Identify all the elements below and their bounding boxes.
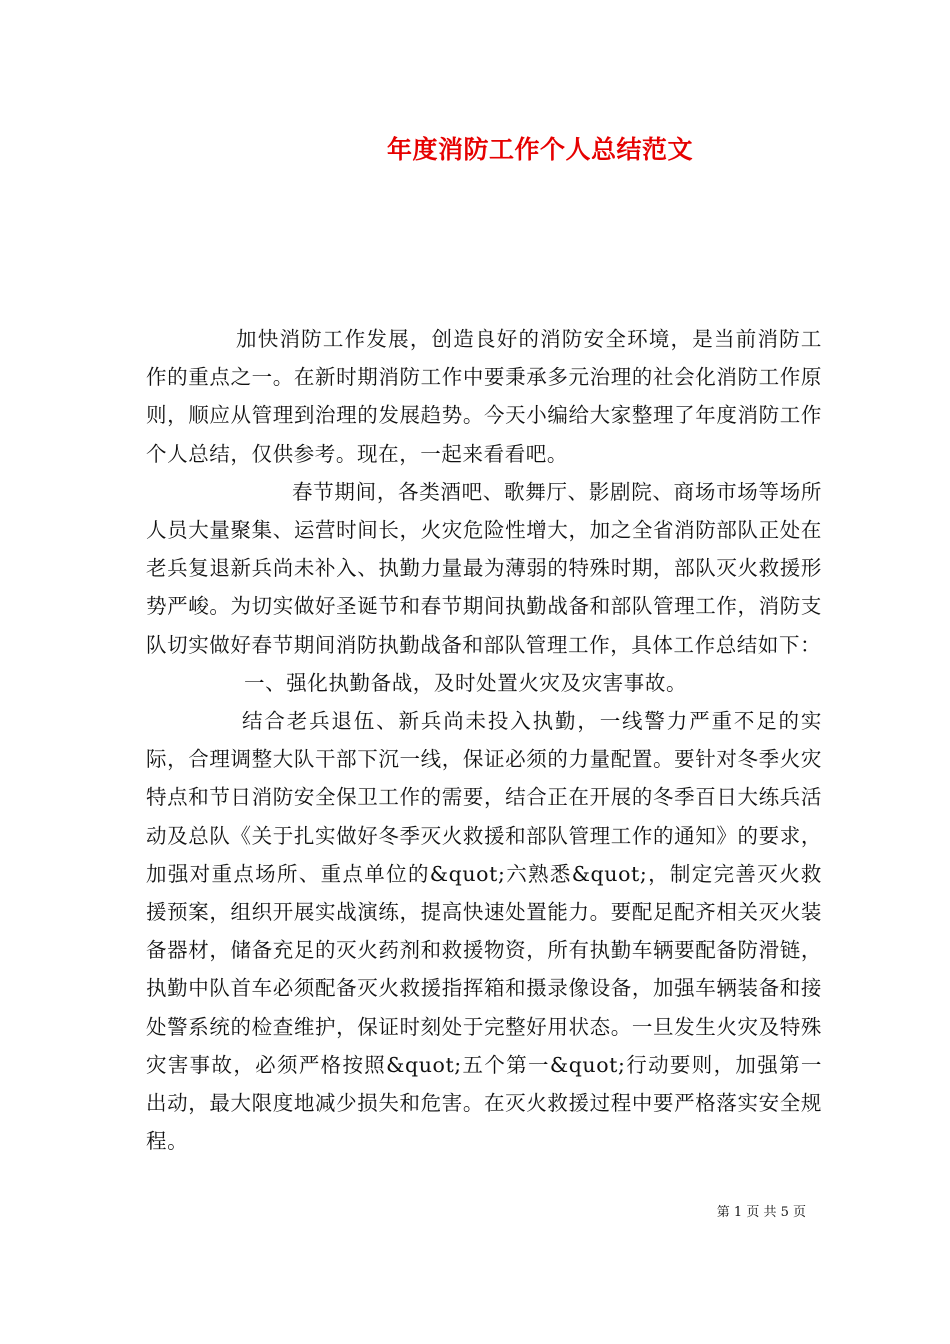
paragraph-intro: 加快消防工作发展，创造良好的消防安全环境，是当前消防工作的重点之一。在新时期消防工作中要秉承多元治理的社会化消防工作原则，顺应从管理到治理的发展趋势。今天小编给大家整理了年度消防工作个人总结，仅供参考。现在，一起来看看吧。 bbox=[146, 327, 822, 466]
paragraph-duty-readiness: 结合老兵退伍、新兵尚未投入执勤，一线警力严重不足的实际，合理调整大队干部下沉一线，保证必须的力量配置。要针对冬季火灾特点和节日消防安全保卫工作的需要，结合正在开展的冬季百日大练兵活动及总队《关于扎实做好冬季灭火救援和部队管理工作的通知》的要求，加强对重点场所、重点单位的&quot;六熟悉&quot;，制定完善灭火救援预案，组织开展实战演练，提高快速处置能力。要配足配齐相关灭火装备器材，储备充足的灭火药剂和救援物资，所有执勤车辆要配备防滑链，执勤中队首车必须配备灭火救援指挥箱和摄录像设备，加强车辆装备和接处警系统的检查维护，保证时刻处于完整好用状态。一旦发生火灾及特殊灾害事故，必须严格按照&quot;五个第一&quot;行动要则，加强第一出动，最大限度地减少损失和危害。在灭火救援过程中要严格落实安全规程。 bbox=[146, 709, 822, 1154]
document-title: 年度消防工作个人总结范文 bbox=[386, 135, 693, 164]
document-body bbox=[146, 320, 822, 1160]
section-heading: 一、强化执勤备战，及时处置火灾及灾害事故。 bbox=[244, 670, 688, 695]
paragraph-spring-festival: 春节期间，各类酒吧、歌舞厅、影剧院、商场市场等场所人员大量聚集、运营时间长，火灾危险性增大，加之全省消防部队正处在老兵复退新兵尚未补入、执勤力量最为薄弱的特殊时期，部队灭火救援形势严峻。为切实做好圣诞节和春节期间执勤战备和部队管理工作，消防支队切实做好春节期间消防执勤战备和部队管理工作，具体工作总结如下： bbox=[146, 479, 822, 657]
page-number-footer: 第 1 页 共 5 页 bbox=[716, 1205, 806, 1220]
